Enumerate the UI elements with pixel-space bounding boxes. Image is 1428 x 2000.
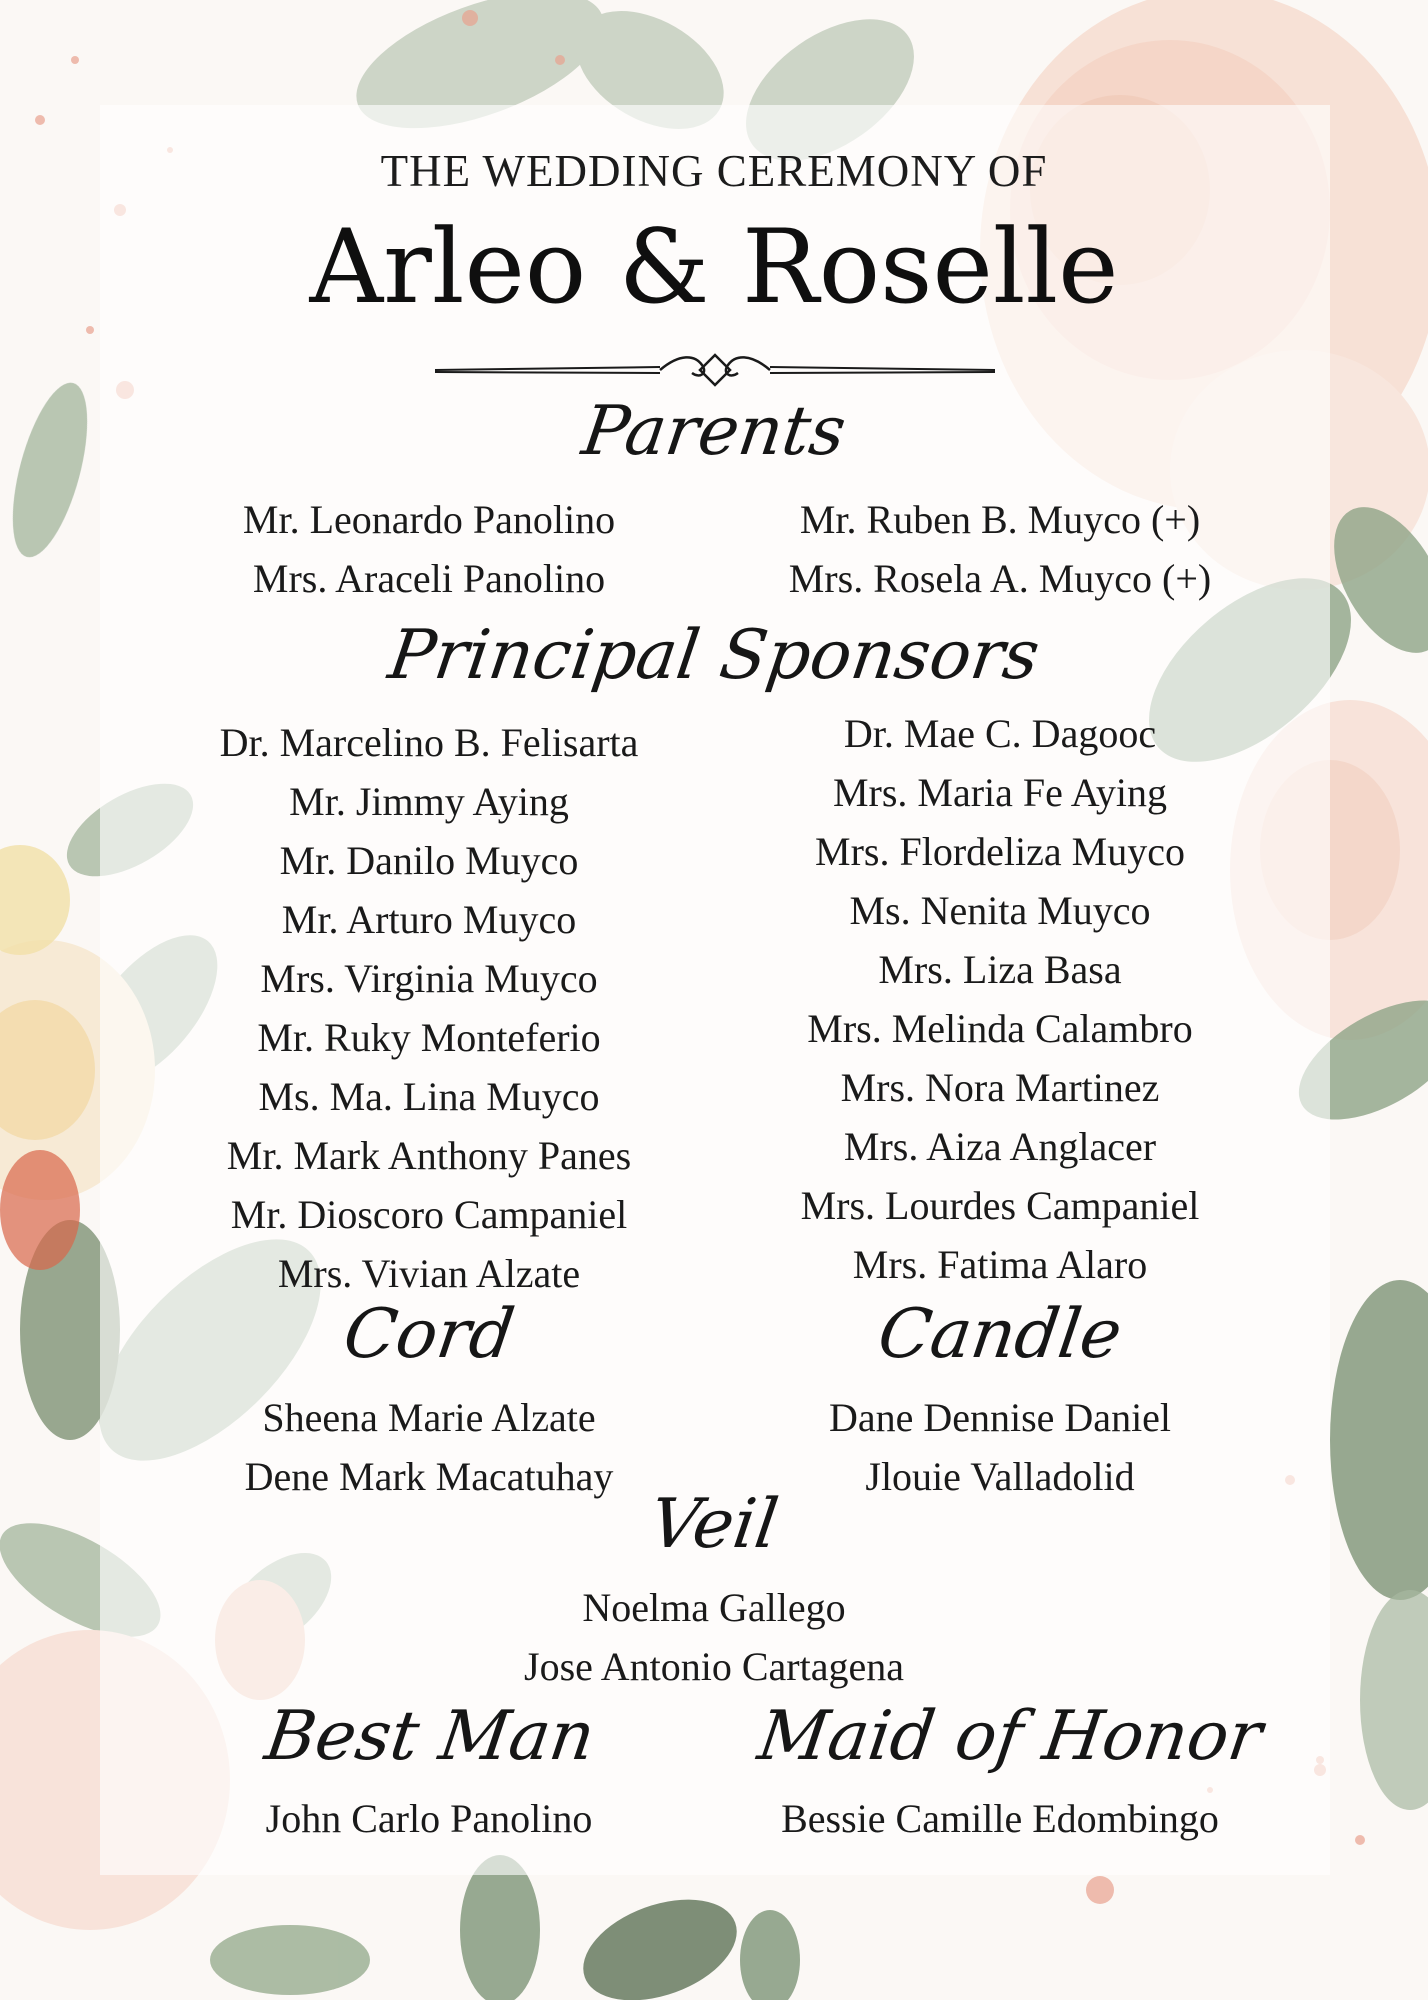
sponsor-name: Mrs. Melinda Calambro <box>807 1006 1193 1051</box>
best-man-title: Best Man <box>260 1697 600 1776</box>
veil-name: Noelma Gallego <box>582 1585 846 1630</box>
sponsor-name: Dr. Mae C. Dagooc <box>843 711 1157 756</box>
ornament-divider-icon <box>430 345 1000 395</box>
ceremony-heading: THE WEDDING CEREMONY OF <box>380 146 1048 196</box>
sponsor-name: Mr. Ruky Monteferio <box>257 1015 601 1060</box>
veil-title: Veil <box>645 1485 783 1564</box>
sponsor-name: Mrs. Liza Basa <box>878 947 1122 992</box>
sponsor-name: Mr. Danilo Muyco <box>279 838 579 883</box>
sponsor-name: Mrs. Flordeliza Muyco <box>815 829 1185 874</box>
parent-name: Mrs. Araceli Panolino <box>252 556 606 601</box>
candle-title: Candle <box>873 1295 1127 1374</box>
cord-title: Cord <box>338 1295 520 1374</box>
sponsor-name: Mr. Mark Anthony Panes <box>226 1133 632 1178</box>
cord-name: Sheena Marie Alzate <box>262 1395 596 1440</box>
sponsor-name: Ms. Ma. Lina Muyco <box>258 1074 600 1119</box>
principal-sponsors-left <box>138 713 720 1303</box>
parents-title: Parents <box>577 392 851 471</box>
principal-sponsors-right <box>720 704 1280 1294</box>
parent-name: Mr. Leonardo Panolino <box>242 497 616 542</box>
sponsor-name: Dr. Marcelino B. Felisarta <box>219 720 639 765</box>
sponsor-name: Ms. Nenita Muyco <box>849 888 1151 933</box>
candle-name: Dane Dennise Daniel <box>828 1395 1172 1440</box>
cord-name: Dene Mark Macatuhay <box>244 1454 614 1499</box>
sponsor-name: Mrs. Vivian Alzate <box>277 1251 581 1296</box>
veil-name: Jose Antonio Cartagena <box>524 1644 904 1689</box>
candle-name: Jlouie Valladolid <box>865 1454 1135 1499</box>
parent-name: Mr. Ruben B. Muyco (+) <box>799 497 1201 542</box>
sponsor-name: Mrs. Virginia Muyco <box>260 956 598 1001</box>
sponsor-name: Mrs. Nora Martinez <box>840 1065 1160 1110</box>
best-man-name: John Carlo Panolino <box>265 1796 593 1841</box>
principal-sponsors-title: Principal Sponsors <box>383 616 1045 695</box>
parents-bride-side <box>720 490 1280 608</box>
parents-groom-side <box>138 490 720 608</box>
sponsor-name: Mr. Dioscoro Campaniel <box>230 1192 628 1237</box>
maid-of-honor-name: Bessie Camille Edombingo <box>781 1796 1219 1841</box>
parent-name: Mrs. Rosela A. Muyco (+) <box>788 556 1212 601</box>
sponsor-name: Mrs. Aiza Anglacer <box>843 1124 1157 1169</box>
sponsor-name: Mrs. Fatima Alaro <box>852 1242 1148 1287</box>
sponsor-name: Mrs. Maria Fe Aying <box>832 770 1168 815</box>
sponsor-name: Mr. Jimmy Aying <box>289 779 569 824</box>
sponsor-name: Mr. Arturo Muyco <box>281 897 577 942</box>
veil-sponsors <box>364 1578 1064 1696</box>
couple-names: Arleo & Roselle <box>309 208 1119 327</box>
maid-of-honor-title: Maid of Honor <box>753 1697 1267 1776</box>
sponsor-name: Mrs. Lourdes Campaniel <box>800 1183 1200 1228</box>
